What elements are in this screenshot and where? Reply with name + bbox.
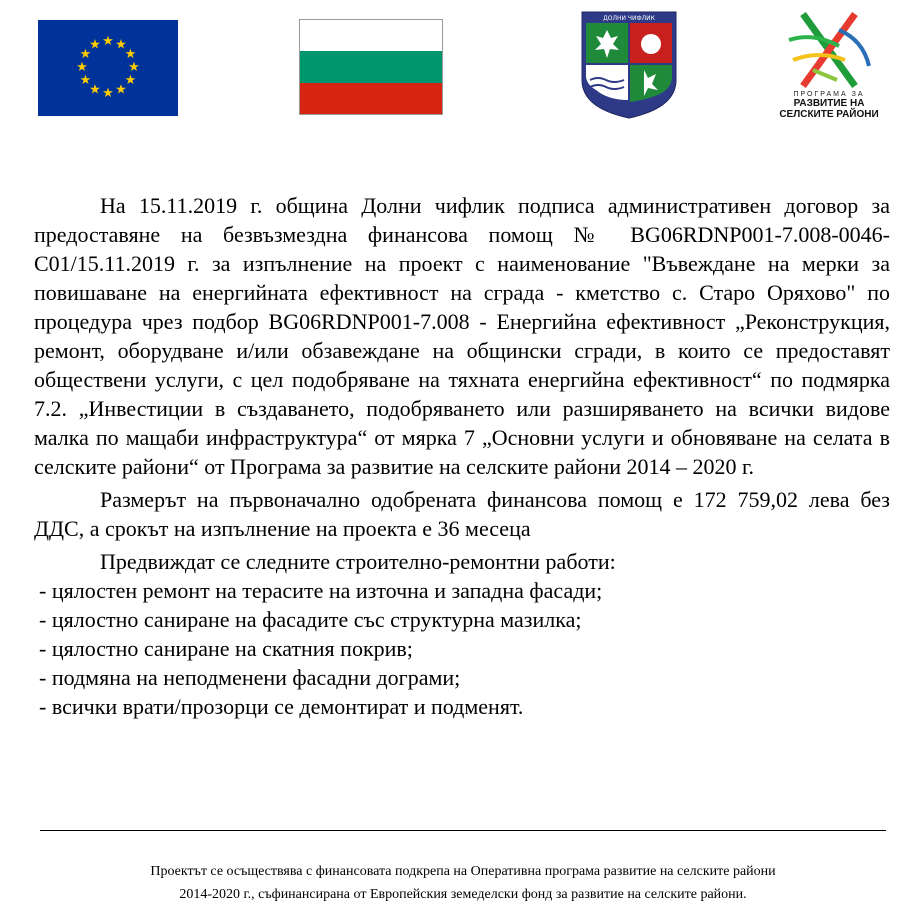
footer-divider [40,830,886,831]
svg-text:★: ★ [89,37,101,53]
svg-text:★: ★ [102,34,114,49]
paragraph-contract: На 15.11.2019 г. община Долни чифлик подписа административен договор за предоставяне на безвъзмездна финансова помощ № BG06RDNP001-7.008-0046-C01/15.11.2019 г. за изпълнение на проект с наименование "Въвеждане на мерки за повишаване на енергийната ефективност на сграда - кметство с. Старо Оряхово" по процедура чрез подбор BG06RDNP001-7.008 - Енергийна ефективност „Реконструкция, ремонт, оборудване и/или обзавеждане на общински сгради, в които се предоставят обществени услуги, с цел подобряване на тяхната енергийна ефективност“ по подмярка 7.2. „Инвестиции в създаването, подобряването или разширяването на всички видове малка по мащаби инфраструктура“ от мярка 7 „Основни услуги и обновяване на селата в селските райони“ от Програма за развитие на селските райони 2014 – 2020 г. [34,193,890,479]
footer-note [40,860,886,906]
works-intro: Предвиждат се следните строително-ремонтни работи: [100,549,616,574]
rdp-logo-mark [783,10,875,90]
bulgaria-flag [299,19,443,115]
works-list-item: - подмяна на неподменени фасадни дограми; [39,665,461,690]
works-list-item: - цялостно саниране на скатния покрив; [39,636,413,661]
crest-graphic [578,8,680,120]
flag-stripe-white [300,20,442,51]
rdp-logo-small-text: ПРОГРАМА ЗА [793,91,865,98]
rural-development-logo [770,10,888,125]
svg-text:★: ★ [76,60,88,75]
rdp-logo-line2: СЕЛСКИТЕ РАЙОНИ [779,109,879,120]
svg-text:★: ★ [79,47,92,62]
rdp-logo-line1: РАЗВИТИЕ НА [793,98,865,109]
svg-text:★: ★ [115,82,127,98]
svg-text:★: ★ [115,37,127,53]
svg-text:ДОЛНИ ЧИФЛИК: ДОЛНИ ЧИФЛИК [603,15,655,22]
eu-flag-graphic [38,20,178,116]
svg-text:★: ★ [102,86,114,101]
flag-stripe-green [300,51,442,82]
footer-line-2: 2014-2020 г., съфинансирана от Европейския земеделски фонд за развитие на селските райони. [179,887,747,902]
svg-text:★: ★ [89,82,101,98]
works-list-item: - цялостно саниране на фасадите със структурна мазилка; [39,607,582,632]
flag-stripe-red [300,83,442,114]
svg-text:★: ★ [79,73,92,88]
svg-text:★: ★ [128,60,140,75]
works-list [34,576,890,721]
municipality-crest [578,8,680,120]
svg-text:★: ★ [124,73,137,88]
works-list-item: - цялостен ремонт на терасите на източна и западна фасади; [39,578,603,603]
svg-text:★: ★ [124,47,137,62]
paragraph-funding: Размерът на първоначално одобрената финансова помощ е 172 759,02 лева без ДДС, а срокът на изпълнение на проекта е 36 месеца [34,487,890,541]
eu-flag [38,20,178,116]
footer-line-1: Проектът се осъществява с финансовата подкрепа на Оперативна програма развитие на селските райони [150,864,776,879]
announcement-body [34,191,890,721]
works-list-item: - всички врати/прозорци се демонтират и подменят. [39,694,524,719]
